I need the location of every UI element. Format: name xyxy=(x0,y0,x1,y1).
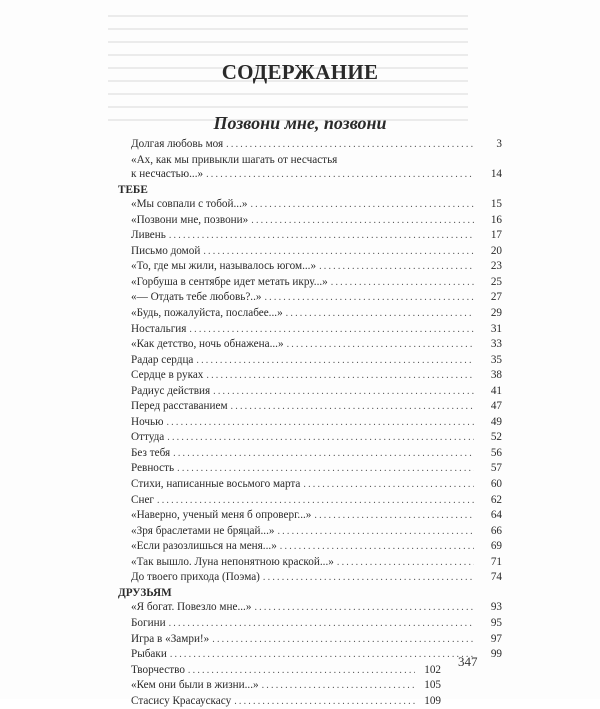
entry-page: 93 xyxy=(490,601,502,614)
entry-title: «Наверно, ученый меня б опроверг...» xyxy=(131,509,312,522)
leader-dots xyxy=(206,369,474,384)
leader-dots xyxy=(212,633,474,648)
entry-page: 52 xyxy=(490,431,502,444)
leader-dots xyxy=(166,416,474,431)
toc-entry[interactable] xyxy=(131,663,441,679)
table-of-contents xyxy=(118,137,502,709)
entry-title: «— Отдать тебе любовь?..» xyxy=(131,291,262,304)
toc-entry[interactable] xyxy=(131,290,502,306)
entry-title: Рыбаки xyxy=(131,648,167,661)
entry-title: Снег xyxy=(131,493,155,506)
entry-title: «Как детство, ночь обнажена...» xyxy=(131,338,284,351)
entry-page: 27 xyxy=(490,291,502,304)
entry-title: «Горбуша в сентябре идет метать икру...» xyxy=(131,275,328,288)
entry-page: 105 xyxy=(424,679,441,692)
entry-page: 3 xyxy=(496,138,502,150)
entry-title: Радар сердца xyxy=(131,353,194,366)
toc-entry[interactable] xyxy=(131,259,502,275)
entry-page: 99 xyxy=(490,648,502,661)
entry-page: 69 xyxy=(490,540,502,553)
entry-title: «Я богат. Повезло мне...» xyxy=(131,601,252,614)
toc-entry[interactable] xyxy=(131,600,502,616)
leader-dots xyxy=(263,571,474,586)
section-heading: ДРУЗЬЯМ xyxy=(118,586,172,599)
leader-dots xyxy=(314,509,474,524)
entry-page: 71 xyxy=(490,555,502,568)
leader-dots xyxy=(196,354,474,369)
entry-page: 20 xyxy=(490,244,502,257)
entry-page: 41 xyxy=(490,384,502,397)
leader-dots xyxy=(170,648,474,663)
page-title: СОДЕРЖАНИЕ xyxy=(221,60,379,84)
entry-title: Долгая любовь моя xyxy=(131,138,224,150)
leader-dots xyxy=(157,494,474,509)
entry-title: Ревность xyxy=(131,462,175,475)
leader-dots xyxy=(169,229,474,244)
leader-dots xyxy=(251,214,474,229)
entry-page: 64 xyxy=(490,509,502,522)
toc-entry[interactable] xyxy=(131,322,502,338)
toc-entry[interactable] xyxy=(131,353,502,369)
entry-title: Ночью xyxy=(131,415,164,428)
entry-page: 35 xyxy=(490,353,502,366)
toc-entry[interactable] xyxy=(131,368,502,384)
toc-entry[interactable] xyxy=(131,694,441,709)
entry-page: 49 xyxy=(490,415,502,428)
entry-page: 62 xyxy=(490,493,502,506)
entry-title: к несчастью...» xyxy=(131,168,204,181)
toc-entry[interactable] xyxy=(131,539,502,555)
leader-dots xyxy=(169,617,474,632)
toc-entry[interactable] xyxy=(131,228,502,244)
toc-entry[interactable] xyxy=(131,461,502,477)
leader-dots xyxy=(177,462,474,477)
entry-title: Оттуда xyxy=(131,431,165,444)
entry-page: 109 xyxy=(424,694,441,707)
leader-dots xyxy=(167,431,474,446)
leader-dots xyxy=(277,525,474,540)
leader-dots xyxy=(254,601,474,616)
toc-entry[interactable] xyxy=(131,493,502,509)
toc-entry[interactable] xyxy=(131,306,502,322)
leader-dots xyxy=(286,307,474,322)
entry-title: Сердце в руках xyxy=(131,369,204,382)
entry-title: Перед расставанием xyxy=(131,400,228,413)
entry-title: «Если разозлишься на меня...» xyxy=(131,540,277,553)
entry-title: Богини xyxy=(131,616,166,629)
leader-dots xyxy=(337,556,474,571)
leader-dots xyxy=(319,260,474,275)
toc-entry[interactable] xyxy=(131,524,502,540)
leader-dots xyxy=(173,447,474,462)
toc-entry[interactable] xyxy=(131,415,502,431)
entry-title: «Позвони мне, позвони» xyxy=(131,213,249,226)
entry-page: 47 xyxy=(490,400,502,413)
toc-entry[interactable] xyxy=(131,399,502,415)
entry-title: «Так вышло. Луна непонятною краской...» xyxy=(131,555,334,568)
toc-entry[interactable] xyxy=(131,197,502,213)
toc-entry[interactable] xyxy=(131,137,502,153)
toc-entry[interactable] xyxy=(131,167,502,183)
toc-entry[interactable] xyxy=(131,153,502,168)
leader-dots xyxy=(231,400,474,415)
entry-title: Стасису Красаускасу xyxy=(131,694,232,707)
entry-page: 95 xyxy=(490,616,502,629)
toc-entry[interactable] xyxy=(131,477,502,493)
entry-title: «Ах, как мы привыкли шагать от несчастья xyxy=(131,153,338,166)
leader-dots xyxy=(213,385,474,400)
page-number: 347 xyxy=(458,654,478,669)
entry-title: Ностальгия xyxy=(131,322,187,335)
leader-dots xyxy=(287,338,474,353)
toc-entry[interactable] xyxy=(131,508,502,524)
toc-entry[interactable] xyxy=(131,275,502,291)
entry-page: 17 xyxy=(490,229,502,242)
leader-dots xyxy=(303,478,474,493)
entry-title: Без тебя xyxy=(131,446,171,459)
leader-dots xyxy=(250,198,474,213)
entry-page: 57 xyxy=(490,462,502,475)
entry-page: 38 xyxy=(490,369,502,382)
entry-page: 31 xyxy=(490,322,502,335)
toc-entry[interactable] xyxy=(131,555,502,571)
entry-page: 97 xyxy=(490,632,502,645)
toc-entry[interactable] xyxy=(131,337,502,353)
entry-title: «Мы совпали с тобой...» xyxy=(131,198,248,211)
entry-page: 23 xyxy=(490,260,502,273)
toc-entry[interactable] xyxy=(131,384,502,400)
toc-entry[interactable] xyxy=(131,213,502,229)
toc-entry[interactable] xyxy=(131,647,502,663)
part-title: Позвони мне, позвони xyxy=(213,113,387,133)
entry-title: «Зря браслетами не бряцай...» xyxy=(131,524,275,537)
toc-entry[interactable] xyxy=(131,616,502,632)
toc-entry[interactable] xyxy=(131,678,441,694)
leader-dots xyxy=(262,679,415,694)
entry-title: Письмо домой xyxy=(131,244,201,257)
entry-title: «То, где мы жили, называлось югом...» xyxy=(131,260,317,273)
entry-page: 25 xyxy=(490,275,502,288)
entry-title: До твоего прихода (Поэма) xyxy=(131,571,260,584)
entry-page: 74 xyxy=(490,571,502,584)
toc-entry[interactable] xyxy=(131,632,502,648)
entry-page: 33 xyxy=(490,338,502,351)
entry-page: 56 xyxy=(490,446,502,459)
entry-page: 60 xyxy=(490,478,502,491)
leader-dots xyxy=(203,245,474,260)
entry-title: Ливень xyxy=(131,229,166,242)
leader-dots xyxy=(188,664,415,679)
entry-title: «Кем они были в жизни...» xyxy=(131,679,259,692)
leader-dots xyxy=(226,138,474,153)
entry-page: 14 xyxy=(490,168,502,181)
entry-title: Радиус действия xyxy=(131,384,211,397)
entry-title: «Будь, пожалуйста, послабее...» xyxy=(131,307,283,320)
entry-page: 15 xyxy=(490,198,502,211)
leader-dots xyxy=(280,540,474,555)
entry-title: Игра в «Замри!» xyxy=(131,632,210,645)
entry-title: Творчество xyxy=(131,663,185,676)
entry-title: Стихи, написанные восьмого марта xyxy=(131,478,301,491)
leader-dots xyxy=(264,291,474,306)
entry-page: 66 xyxy=(490,524,502,537)
leader-dots xyxy=(189,323,474,338)
entry-page: 102 xyxy=(424,663,441,676)
toc-entry[interactable] xyxy=(131,244,502,260)
toc-entry[interactable] xyxy=(131,570,502,586)
leader-dots xyxy=(206,168,474,183)
entry-page: 29 xyxy=(490,307,502,320)
toc-entry[interactable] xyxy=(131,430,502,446)
leader-dots xyxy=(234,695,415,709)
leader-dots xyxy=(331,276,474,291)
section-heading: ТЕБЕ xyxy=(118,183,148,196)
toc-entry[interactable] xyxy=(131,446,502,462)
toc-sections xyxy=(118,183,502,709)
entry-page: 16 xyxy=(490,213,502,226)
